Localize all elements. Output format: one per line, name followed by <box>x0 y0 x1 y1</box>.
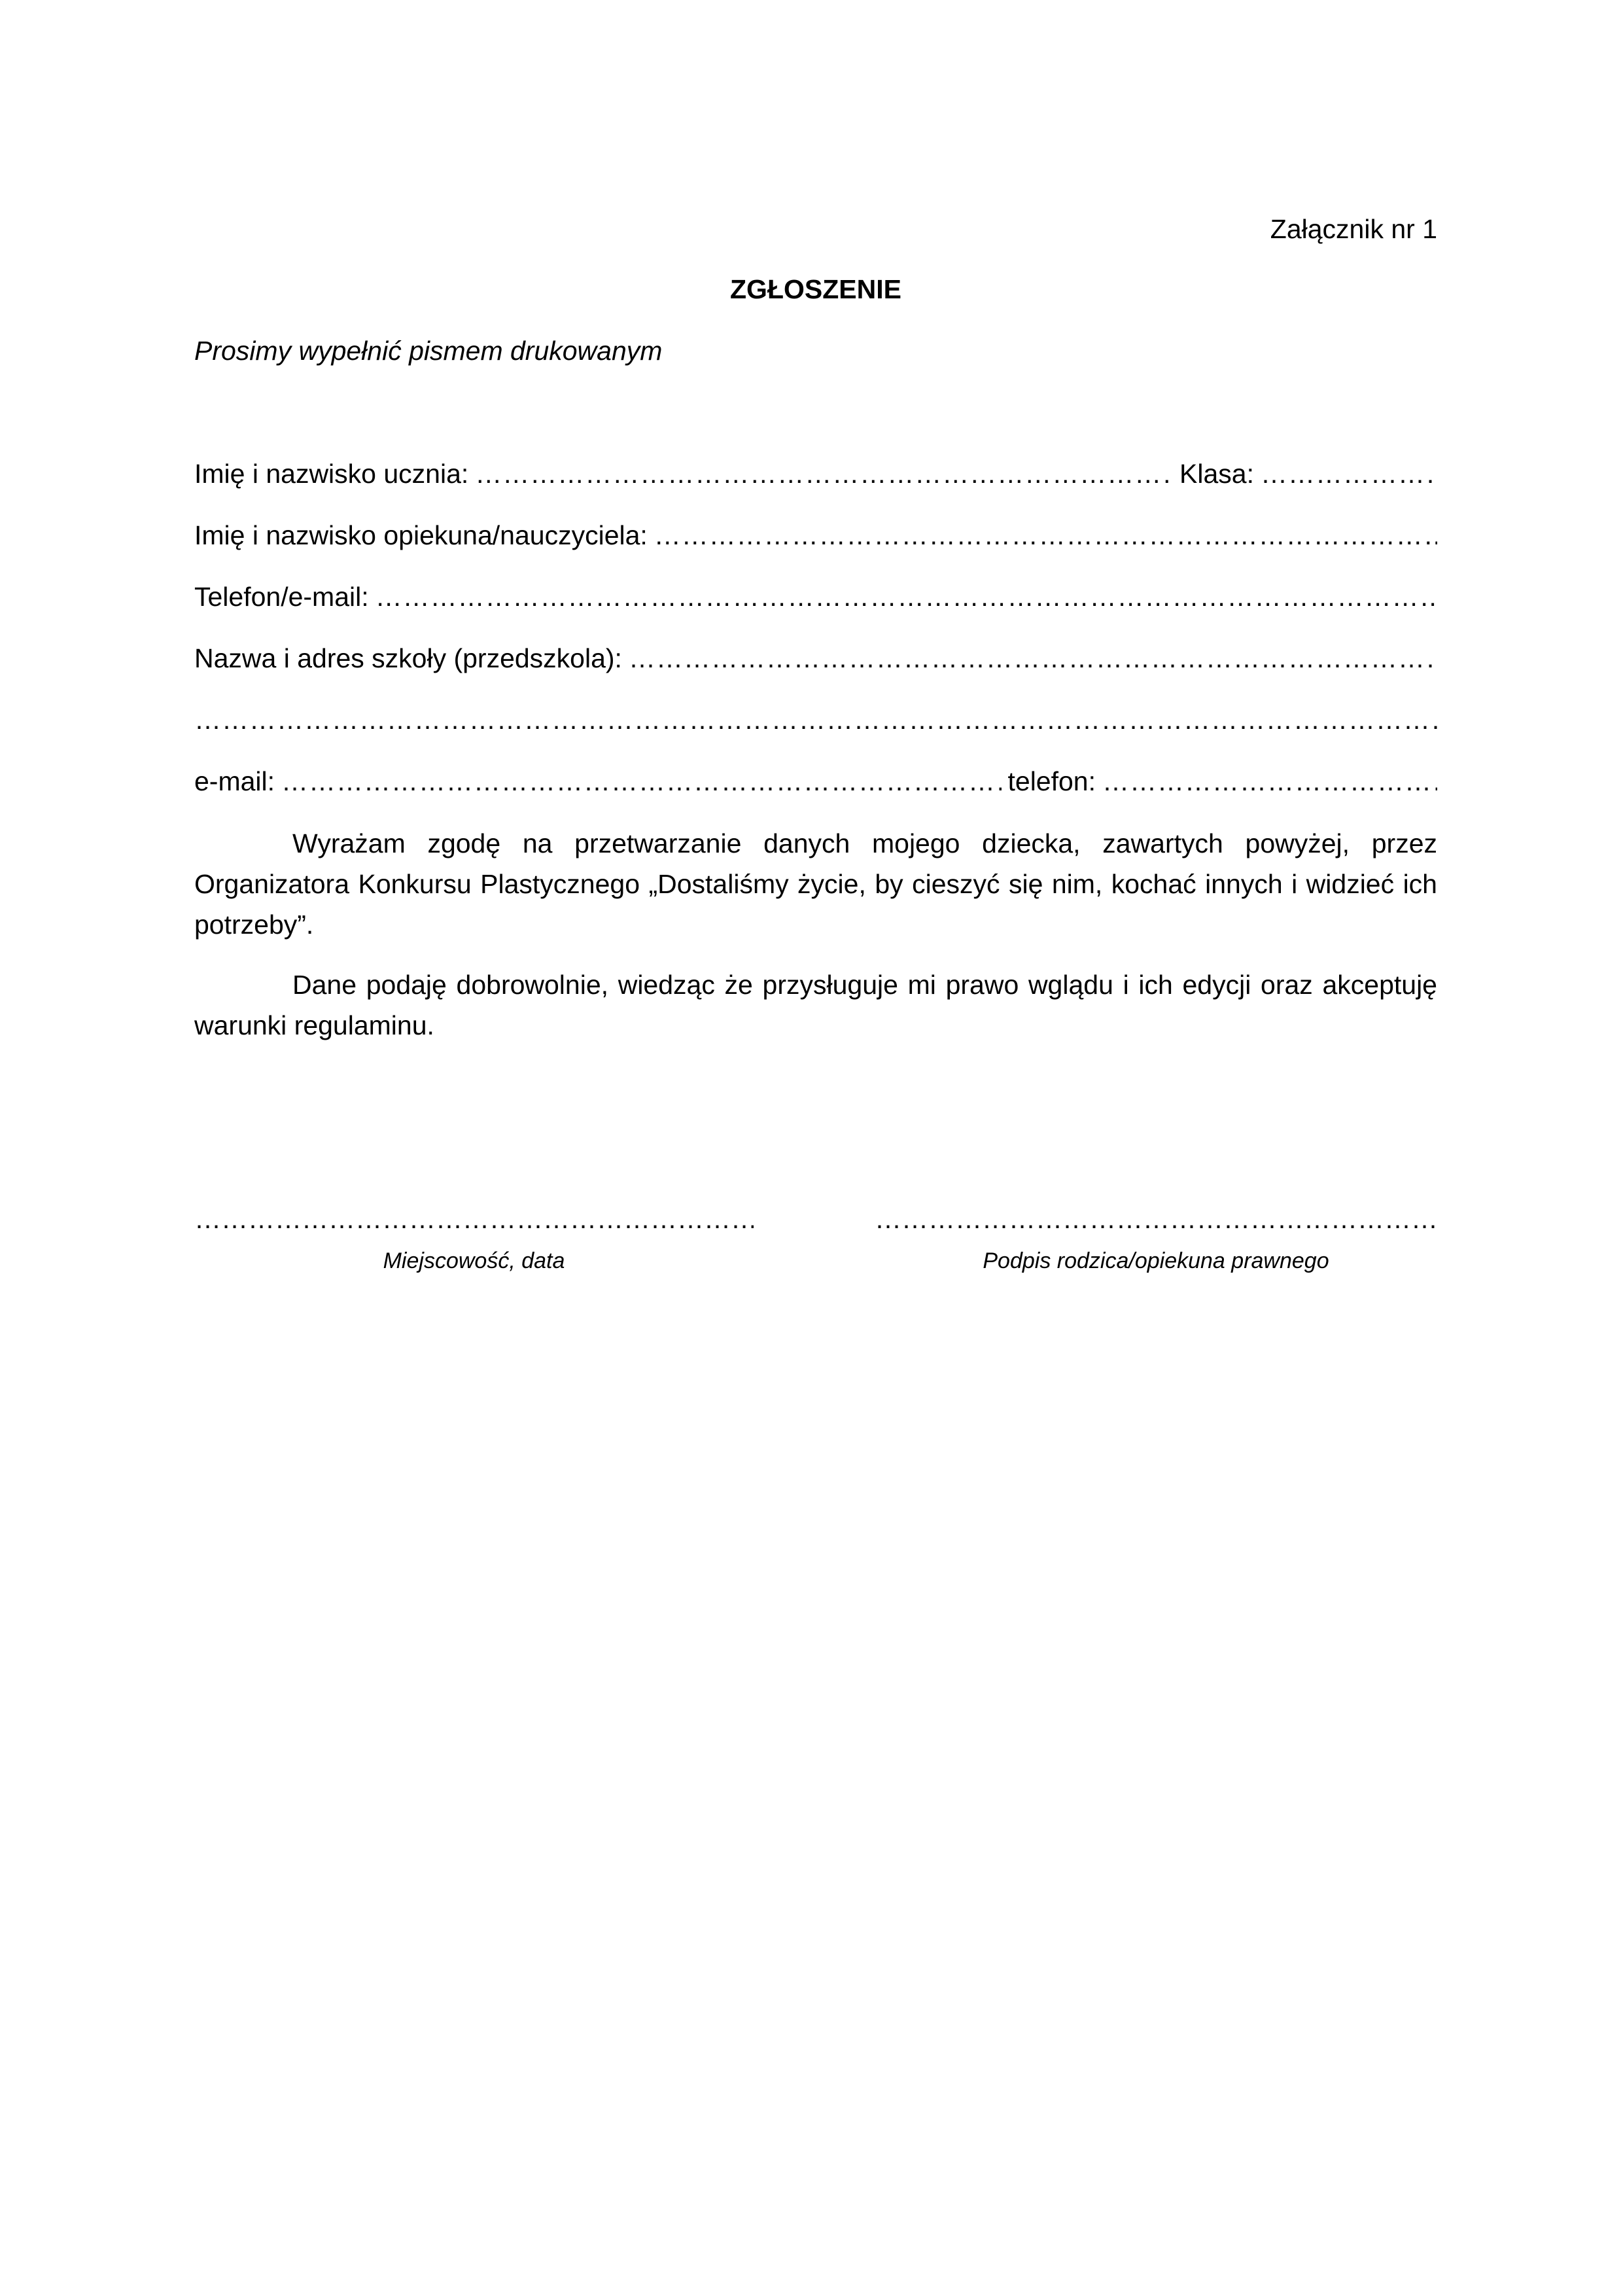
parent-signature-field[interactable] <box>875 1201 1437 1237</box>
parent-signature-caption: Podpis rodzica/opiekuna prawnego <box>983 1248 1329 1273</box>
teacher-name-row <box>194 516 1437 555</box>
phone-email-row <box>194 577 1437 616</box>
attachment-number: Załącznik nr 1 <box>1270 214 1437 244</box>
document-content <box>194 209 1437 1065</box>
teacher-name-label: Imię i nazwisko opiekuna/nauczyciela: <box>194 520 648 550</box>
student-name-row <box>194 454 1437 493</box>
school-email-field[interactable] <box>281 762 1001 801</box>
phone-email-field[interactable] <box>375 577 1437 616</box>
place-date-caption: Miejscowość, data <box>383 1248 565 1273</box>
fill-instruction: Prosimy wypełnić pismem drukowanym <box>194 336 663 366</box>
student-name-field[interactable] <box>475 454 1173 493</box>
school-phone-field[interactable] <box>1102 762 1437 801</box>
class-label: Klasa: <box>1179 459 1254 489</box>
school-phone-label: telefon: <box>1007 766 1096 796</box>
voluntary-paragraph: Dane podaję dobrowolnie, wiedząc że przysługuje mi prawo wglądu i ich edycji oraz akceptuję warunki regulaminu. <box>194 970 1437 1040</box>
parent-signature-block <box>875 1201 1437 1275</box>
class-field[interactable] <box>1261 454 1437 493</box>
school-contact-row <box>194 762 1437 801</box>
place-date-field[interactable] <box>194 1201 754 1237</box>
phone-email-label: Telefon/e-mail: <box>194 582 369 612</box>
consent-paragraph: Wyrażam zgodę na przetwarzanie danych mojego dziecka, zawartych powyżej, przez Organizatora Konkursu Plastycznego „Dostaliśmy życie, by cieszyć się nim, kochać innych i widzieć ich potrzeby”. <box>194 828 1437 940</box>
school-row <box>194 639 1437 678</box>
signature-section <box>194 1201 1437 1286</box>
application-form <box>194 454 1437 1046</box>
student-name-label: Imię i nazwisko ucznia: <box>194 459 469 489</box>
school-field[interactable] <box>629 639 1437 678</box>
teacher-name-field[interactable] <box>654 516 1437 555</box>
school-label: Nazwa i adres szkoły (przedszkola): <box>194 643 622 673</box>
place-date-block <box>194 1201 754 1275</box>
school-address-row <box>194 700 1437 739</box>
school-email-label: e-mail: <box>194 766 275 796</box>
school-address-field[interactable] <box>194 700 1437 739</box>
form-title: ZGŁOSZENIE <box>730 274 901 304</box>
